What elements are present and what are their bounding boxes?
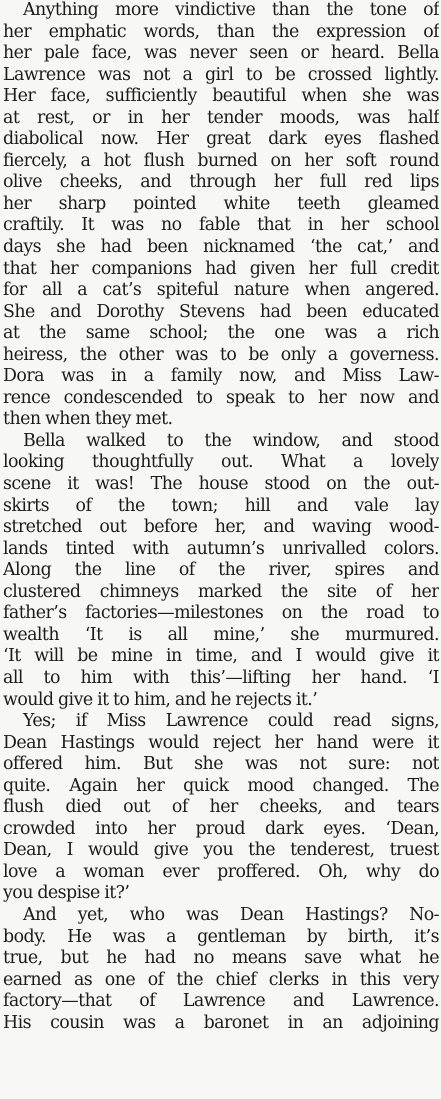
text-line: earned as one of the chief clerks in this very xyxy=(3,969,439,990)
text-line: all to him with this’—lifting her hand. ‘I xyxy=(3,667,439,688)
text-line: flush died out of her cheeks, and tears xyxy=(3,797,439,818)
text-line: scene it was! The house stood on the out- xyxy=(3,474,439,495)
text-line: fiercely, a hot flush burned on her soft round xyxy=(3,150,439,171)
text-line: then when they met. xyxy=(3,409,173,430)
text-line: And yet, who was Dean Hastings? No- xyxy=(23,904,439,925)
paragraph xyxy=(3,431,439,711)
text-line: lands tinted with autumn’s unrivalled colors. xyxy=(3,538,439,559)
text-line: would give it to him, and he rejects it.’ xyxy=(3,689,318,710)
text-line: that her companions had given her full credit xyxy=(3,258,439,279)
text-line: you despise it?’ xyxy=(3,883,130,904)
text-line: true, but he had no means save what he xyxy=(3,948,439,969)
text-line: her sharp pointed white teeth gleamed xyxy=(3,193,439,214)
text-line: offered him. But she was not sure: not xyxy=(3,754,439,775)
text-line: His cousin was a baronet in an adjoining xyxy=(3,1012,439,1033)
text-line: diabolical now. Her great dark eyes flashed xyxy=(3,129,439,150)
text-line: rence condescended to speak to her now and xyxy=(3,387,439,408)
text-line: heiress, the other was to be only a governess. xyxy=(3,344,439,365)
text-line: father’s factories—milestones on the road to xyxy=(3,603,439,624)
text-column xyxy=(3,0,439,1034)
text-line: olive cheeks, and through her full red lips xyxy=(3,172,439,193)
text-line: her emphatic words, than the expression of xyxy=(3,21,439,42)
text-line: She and Dorothy Stevens had been educated xyxy=(3,301,439,322)
paragraph xyxy=(3,0,439,431)
text-line: her pale face, was never seen or heard. Bella xyxy=(3,43,439,64)
text-line: craftily. It was no fable that in her school xyxy=(3,215,439,236)
text-line: ‘It will be mine in time, and I would give it xyxy=(3,646,439,667)
text-line: Dean, I would give you the tenderest, truest xyxy=(3,840,439,861)
text-line: Dora was in a family now, and Miss Law- xyxy=(3,366,439,387)
text-line: wealth ‘It is all mine,’ she murmured. xyxy=(3,624,439,645)
text-line: Along the line of the river, spires and xyxy=(3,560,439,581)
text-line: stretched out before her, and waving wood- xyxy=(3,517,439,538)
text-line: Lawrence was not a girl to be crossed lightly. xyxy=(3,64,439,85)
text-line: quite. Again her quick mood changed. The xyxy=(3,775,439,796)
text-line: Anything more vindictive than the tone of xyxy=(23,0,439,20)
text-line: days she had been nicknamed ‘the cat,’ and xyxy=(3,237,439,258)
paragraph xyxy=(3,711,439,905)
text-line: for all a cat’s spiteful nature when angered. xyxy=(3,280,439,301)
text-line: Her face, sufficiently beautiful when she was xyxy=(3,86,439,107)
text-line: looking thoughtfully out. What a lovely xyxy=(3,452,439,473)
text-line: crowded into her proud dark eyes. ‘Dean, xyxy=(3,818,439,839)
text-line: Yes; if Miss Lawrence could read signs, xyxy=(23,711,439,732)
text-line: love a woman ever proffered. Oh, why do xyxy=(3,861,439,882)
text-line: Bella walked to the window, and stood xyxy=(23,430,439,451)
text-line: body. He was a gentleman by birth, it’s xyxy=(3,926,439,947)
text-line: at rest, or in her tender moods, was half xyxy=(3,107,439,128)
text-line: clustered chimneys marked the site of her xyxy=(3,581,439,602)
text-line: skirts of the town; hill and vale lay xyxy=(3,495,439,516)
text-line: Dean Hastings would reject her hand were it xyxy=(3,732,439,753)
paragraph xyxy=(3,905,439,1034)
text-line: at the same school; the one was a rich xyxy=(3,323,439,344)
text-line: factory—that of Lawrence and Lawrence. xyxy=(3,991,439,1012)
